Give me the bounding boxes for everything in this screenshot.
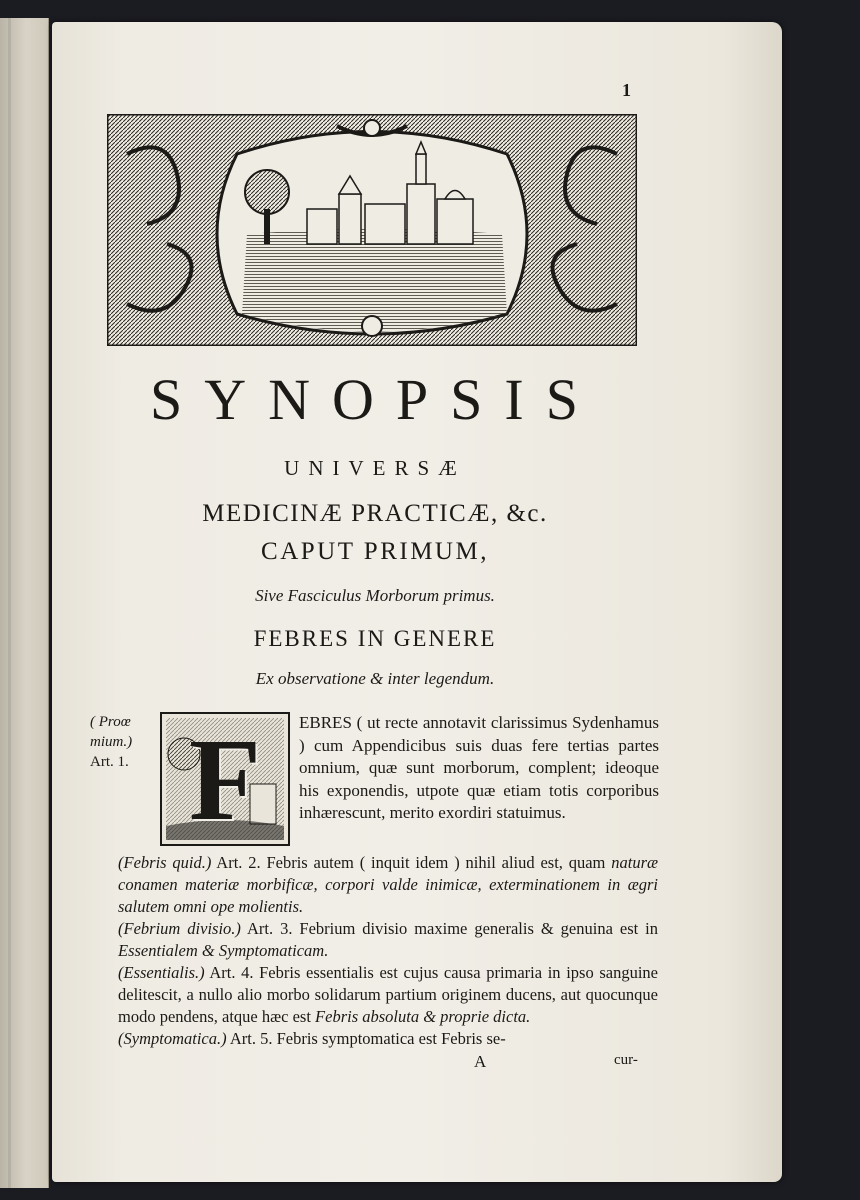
margin-note: (Febris quid.) — [118, 853, 212, 872]
heading-febres: FEBRES IN GENERE — [253, 626, 497, 651]
article-italic: Essentialem & Symptomaticam. — [118, 941, 329, 960]
headpiece-engraving — [107, 114, 637, 346]
signature-mark: A — [474, 1052, 487, 1071]
margin-note-line: Art. 1. — [90, 754, 129, 770]
margin-note: (Febrium divisio.) — [118, 919, 241, 938]
article-text: Art. 5. Febris symptomatica est Febris se- — [226, 1029, 506, 1048]
body-text — [118, 852, 658, 1050]
article-italic: naturæ conamen materiæ morbificæ, corpori valde inimicæ, exterminationem in ægri salutem omni ope molientis. — [118, 853, 658, 916]
page-number: 1 — [622, 80, 631, 100]
heading-caput: CAPUT PRIMUM, — [261, 538, 489, 565]
heading-observatione: Ex observatione & inter legendum. — [255, 669, 495, 688]
margin-note-line: mium.) — [90, 734, 133, 750]
margin-note-prooemium — [90, 712, 162, 772]
initial-letter: F — [188, 714, 262, 845]
heading-medicinae: MEDICINÆ PRACTICÆ, &c. — [202, 500, 548, 527]
article-3 — [118, 918, 658, 962]
subtitle: UNIVERSÆ — [284, 456, 466, 480]
previous-page-edge — [0, 18, 49, 1188]
first-paragraph: EBRES ( ut recte annotavit clarissimus Sydenhamus ) cum Appendicibus suis duas fere tertias partes omnium, quæ sunt morborum, complent; ideoque his exponendis, utpote quæ etiam totis corporibus inhærescunt, merito exordiri statuimus. — [299, 713, 659, 822]
article-text: Art. 3. Febrium divisio maxime generalis & genuina est in — [240, 919, 659, 938]
decorated-initial — [160, 712, 290, 846]
article-text: Art. 2. Febris autem ( inquit idem ) nihil aliud est, quam — [211, 853, 612, 872]
book-page — [52, 22, 782, 1182]
margin-note-line: ( Proœ — [90, 714, 131, 730]
margin-note: (Symptomatica.) — [118, 1029, 227, 1048]
title: SYNOPSIS — [150, 367, 600, 432]
catchword: cur- — [614, 1052, 638, 1068]
heading-fasciculus: Sive Fasciculus Morborum primus. — [255, 586, 495, 605]
article-italic: Febris absoluta & proprie dicta. — [315, 1007, 531, 1026]
article-5 — [118, 1028, 658, 1050]
margin-note: (Essentialis.) — [118, 963, 205, 982]
article-2 — [118, 852, 658, 918]
article-text: Art. 4. Febris essentialis est cujus causa primaria in ipso sanguine delitescit, a nullo alio morbo solidarum partium originem ducens, aut quocunque modo pendens, atque hæc est — [118, 963, 658, 1026]
article-4 — [118, 962, 658, 1028]
